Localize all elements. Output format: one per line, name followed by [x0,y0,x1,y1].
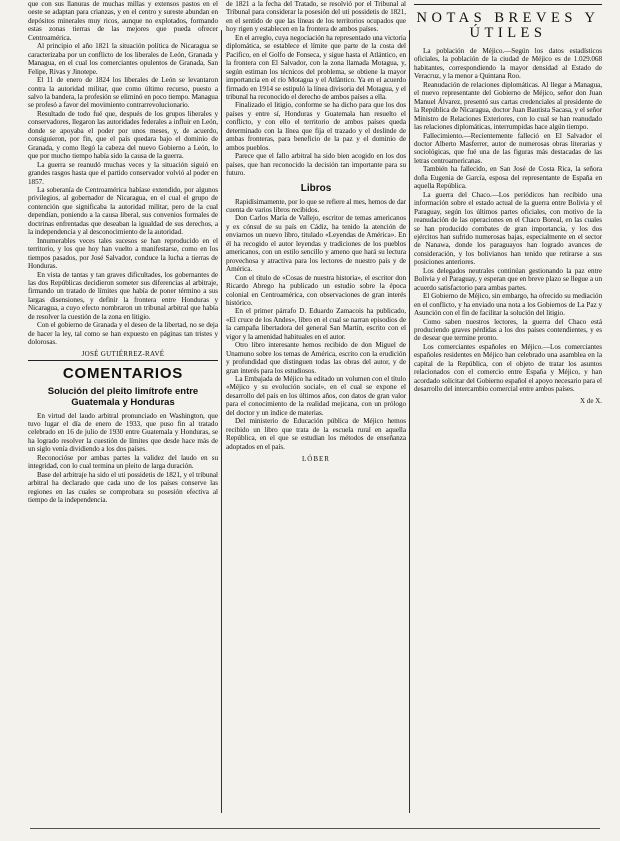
column-1-text [28,0,218,347]
paragraph: Innumerables veces tales sucesos se han reproducido en el territorio, y los que hoy han vuelto a manifestarse, como en los tiempos pasados, por José Salvador, conduce la lucha a tierras de Honduras. [28,236,218,271]
column-3 [414,0,602,825]
column-1 [28,0,218,825]
paragraph: Fallecimiento.—Recientemente falleció en El Salvador el doctor Alberto Masferrer, autor de numerosas obras literarias y sociológicas, que fué una de las figuras más destacadas de las letras centroamericanas. [414,131,602,165]
paragraph: También ha fallecido, en San José de Costa Rica, la señora doña Eugenia de García, esposa del representante de España en aquella República. [414,165,602,191]
article-text [226,198,406,452]
column-3-text [414,47,602,394]
paragraph: En virtud del laudo arbitral pronunciado en Washington, que tuvo lugar el día de enero de 1933, que puso fin al tratado celebrado en 16 de julio de 1930 entre Guatemala y Honduras, se ha logrado resolver la cuestión de límites que desde hace más de un siglo venía dividiendo a los dos países. [28,411,218,454]
paragraph: Base del arbitraje ha sido el uti possidetis de 1821, y el tribunal arbitral ha declarado que cada uno de los países conserve las regiones en las cuales se comprobara su posesión efectiva al tiempo de la independencia. [28,470,218,505]
paragraph: En vista de tantas y tan graves dificultades, los gobernantes de las dos Repúblicas decidieron someter sus diferencias al arbitraje, firmando un tratado de límites que había de poner término a sus largas disensiones, y definir la frontera entre Honduras y Nicaragua, a cuyo efecto nombraron un tribunal arbitral que había de resolver la cuestión de la zona en litigio. [28,270,218,321]
paragraph: La soberanía de Centroamérica habíase extendido, por algunos privilegios, al gobernador de Nicaragua, en el cual el grupo de contención que significaba la autoridad militar, pero de la cual dependían, poniendo a la causa liberal, sus convenios formales de doctrinas enfrentadas que deseaban la igualdad de sus derechos, a la independencia y al desconocimiento de la autoridad. [28,185,218,237]
paragraph: Finalizado el litigio, conforme se ha dicho para que los dos países y entre sí, Honduras y Guatemala han resuelto el conflicto, y con ello el territorio de ambos países queda determinado con la línea que fija el trazado y el deslinde de ambas fronteras, para beneficio de la paz y el dominio de ambos pueblos. [226,101,406,152]
paragraph: La población de Méjico.—Según los datos estadísticos oficiales, la población de la ciudad de Méjico es de 1.029.068 habitantes, correspondiendo la mayor densidad al Estado de Veracruz, y la menor a Quintana Roo. [414,47,602,81]
paragraph: La guerra del Chaco.—Los periódicos han recibido una información sobre el estado actual de la guerra entre Bolivia y el Paraguay, según los últimos partes oficiales, con motivo de la reanudación de las operaciones en el Chaco Boreal, en las cuales se han producido combates de gran importancia, y los dos ejércitos han sufrido numerosas bajas, especialmente en el sector de Nanawa, donde los paraguayos han logrado avances de consideración, y los bolivianos han tenido que retirarse a sus posiciones anteriores. [414,190,602,267]
section-title: NOTAS BREVES Y ÚTILES [414,4,602,41]
paragraph: La Embajada de Méjico ha editado un volumen con el título «Méjico y su evolución social», en el cual se expone el desarrollo del país en los últimos años, con datos de gran valor para el conocimiento de la realidad mejicana, con un prólogo del doctor y un índice de materias. [226,375,406,417]
paragraph: Rapidísimamente, por lo que se refiere al mes, hemos de dar cuenta de varios libros recibidos. [226,197,406,214]
paragraph: Como saben nuestros lectores, la guerra del Chaco está produciendo graves pérdidas a los dos países contendientes, y es de desear que termine pronto. [414,317,602,343]
column-2 [226,0,406,825]
signature: X de X. [580,396,602,405]
signature: JOSÉ GUTIÉRREZ-RAVÉ [81,349,165,358]
paragraph: que con sus llanuras de muchas millas y extensos pastos en el oeste se adaptan para crianzas, y en el centro y sureste abundan en depósitos minerales muy ricos, aunque no explotados, formando estas zonas tierras de las mejores que pueda ofrecer Centroamérica. [28,0,218,42]
paragraph: La guerra se reanudó muchas veces y la situación siguió en grandes rasgos hasta que el partido conservador volvió al poder en 1857. [28,160,218,186]
column-rule [409,30,410,813]
paragraph: Otro libro interesante hemos recibido de don Miguel de Unamuno sobre los temas de América, escrito con la erudición y profundidad que distinguen todas las obras del autor, y de gran interés para los estudiosos. [226,341,406,375]
paragraph: Del ministerio de Educación pública de Méjico hemos recibido un libro que trata de la escuela rural en aquella República, en el que se estudian los métodos de enseñanza adoptados en el país. [226,417,406,451]
column-rule [221,30,222,813]
column-2-text [226,0,406,178]
article-subtitle: Libros [300,182,332,194]
paragraph: En el arreglo, cuya negociación ha representado una victoria diplomática, se establece el límite que parte de la costa del Pacífico, en el Golfo de Fonseca, y sigue hasta el Atlántico, en la frontera con El Salvador, con la zona llamada Motagua, y, según estiman los técnicos del problema, se obtiene la mayor importancia en el río Motagua y el Atlántico. Ya en el acuerdo firmado en 1914 se estipuló la línea divisoria del Motagua, y el tribunal ha reconocido el derecho de ambos países a ella. [226,33,406,101]
paragraph: El Gobierno de Méjico, sin embargo, ha ofrecido su mediación en el conflicto, y ha enviado una nota a los Gobiernos de La Paz y Asunción con el fin de facilitar la solución del litigio. [414,292,602,318]
paragraph: Resultado de todo fué que, después de los grupos liberales y conservadores, llegaron las autoridades federales a influir en León, donde se apoyaba el poder por unos meses, y, de acuerdo, consiguieron, por fin, que el país quedara bajo el dominio de Granada, y como llegó la cabeza del nuevo Gobierno a León, lo que por mucho tiempo había sido la causa de la guerra. [28,109,218,161]
article-text [28,412,218,505]
paragraph: Reconocióse por ambas partes la validez del laudo en su integridad, con lo cual termina un pleito de larga duración. [28,453,218,471]
paragraph: Al principio el año 1821 la situación política de Nicaragua se caracterizaba por un conflicto de los liberales de León, Granada y Managua, en el cual los comerciantes opulentos de Granada, San Felipe, Rivas y Jinotepe. [28,42,218,76]
paragraph: Con el gobierno de Granada y el deseo de la libertad, no se deja de hacer la ley, tal como se han expuesto en páginas tan tristes y dolorosas. [28,321,218,347]
paragraph: El 11 de enero de 1824 los liberales de León se levantaron contra la autoridad militar, que como último recurso, puesto a salvo la bandera, la profesión se eliminó en poco tiempo. Managua se profesó a favor del movimiento contrarrevolucionario. [28,76,218,110]
paragraph: Don Carlos María de Vallejo, escritor de temas americanos y ex cónsul de su país en Cádiz, ha tenido la atención de enviarnos un nuevo libro, titulado «Leyendas de América». En él ha recogido el autor leyendas y tradiciones de los pueblos americanos, con un estilo sencillo y ameno que hará su lectura provechosa y atractiva para los lectores de nuestro país y de América. [226,214,406,274]
paragraph: Los comerciantes españoles en Méjico.—Los comerciantes españoles residentes en Méjico han celebrado una asamblea en la capital de la República, con el objeto de tratar los asuntos relacionados con el comercio entre España y Méjico, y han acordado solicitar del Gobierno español el apoyo necesario para el desarrollo del intercambio comercial entre ambos países. [414,342,602,394]
paragraph: Reanudación de relaciones diplomáticas. Al llegar a Managua, el nuevo representante del Gobierno de Méjico, señor don Juan Manuel Álvarez, presentó sus cartas credenciales al presidente de la República de Nicaragua, doctor Juan Bautista Sacasa, y el señor Ministro de Relaciones Exteriores, con lo cual se han reanudado las relaciones diplomáticas, interrumpidas hace algún tiempo. [414,80,602,132]
paragraph: Los delegados neutrales continúan gestionando la paz entre Bolivia y el Paraguay, y esperan que en breve plazo se llegue a un acuerdo satisfactorio para ambas partes. [414,266,602,292]
article-subtitle: Solución del pleito limítrofe entre Guatemala y Honduras [47,385,199,408]
paragraph: de 1821 a la fecha del Tratado, se resolvió por el Tribunal al Tribunal para considerar la posesión del uti possidetis de 1821, en el sentido de que las líneas de los territorios ocupados que hoy rigen y establecen en la frontera de ambos países. [226,0,406,34]
signature: LÓBER [302,455,330,464]
section-title: COMENTARIOS [28,360,218,382]
paragraph: En el primer párrafo D. Eduardo Zamacois ha publicado, «El cruce de los Andes», libro en el cual se narran episodios de la campaña libertadora del general San Martín, escrito con el vigor y la amenidad habituales en el autor. [226,307,406,341]
page-footer-rule [30,828,600,837]
paragraph: Parece que el fallo arbitral ha sido bien acogido en los dos países, que han reconocido la decisión tan importante para su futuro. [226,152,406,178]
paragraph: Con el título de «Cosas de nuestra historia», el escritor don Ricardo Abrego ha publicado un estudio sobre la época colonial en Centroamérica, con observaciones de gran interés histórico. [226,273,406,307]
